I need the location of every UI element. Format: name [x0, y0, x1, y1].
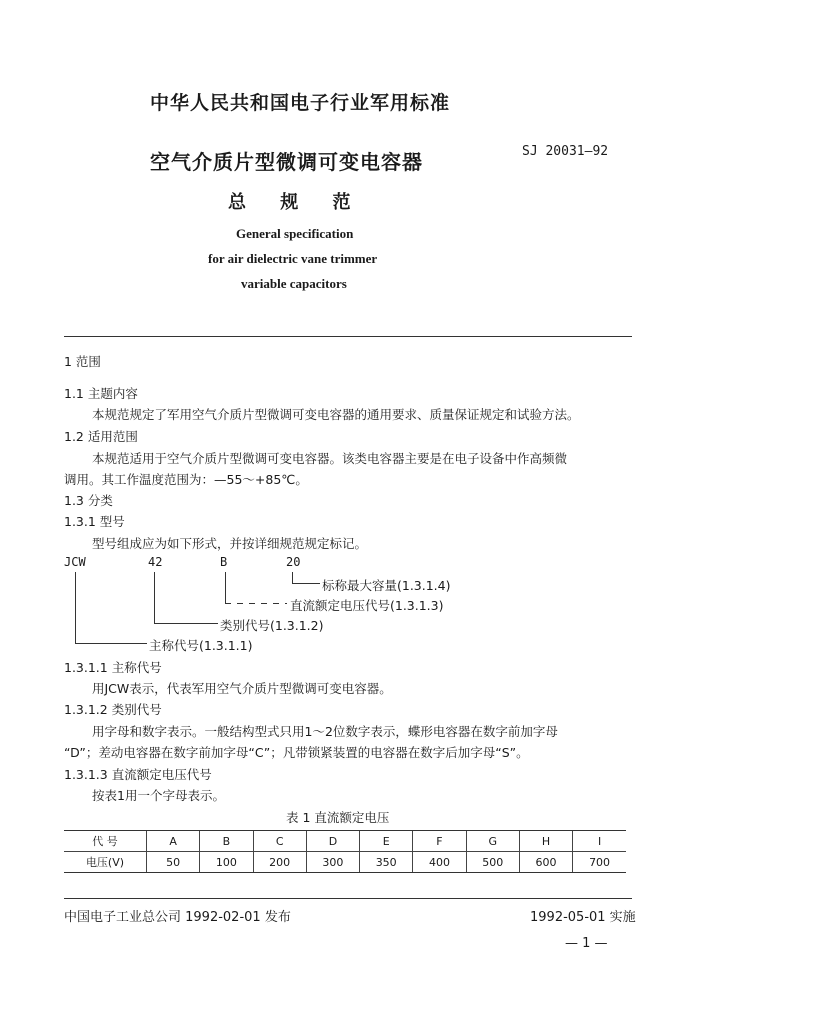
standard-number: SJ 20031—92 [522, 144, 609, 159]
title-en-line1: General specification [236, 226, 354, 241]
connector-jcw-horizontal [75, 643, 147, 644]
table-header-cell: H [519, 831, 572, 852]
code-42: 42 [148, 555, 163, 569]
connector-42-horizontal [154, 623, 218, 624]
title-divider [64, 336, 632, 337]
publisher-date: 中国电子工业总公司 1992-02-01 发布 [64, 910, 291, 925]
section-1-3-1-paragraph: 型号组成应为如下形式，并按详细规范规定标记。 [92, 536, 368, 551]
section-1-1-paragraph: 本规范规定了军用空气介质片型微调可变电容器的通用要求、质量保证规定和试验方法。 [92, 407, 580, 422]
table-1-caption: 表 1 直流额定电压 [286, 810, 390, 825]
section-1-3-heading: 1.3 分类 [64, 493, 113, 508]
section-1-3-1-2-paragraph-line2: “D”；差动电容器在数字前加字母“C”；凡带锁紧装置的电容器在数字后加字母“S”。 [64, 745, 529, 760]
section-1-3-1-heading: 1.3.1 型号 [64, 514, 125, 529]
title-en-line2: for air dielectric vane trimmer [208, 251, 378, 266]
connector-42-vertical [154, 572, 155, 624]
label-category-code: 类别代号(1.3.1.2) [220, 618, 324, 633]
document-subtitle-cn: 总 规 范 [228, 192, 365, 213]
section-1-heading: 1 范围 [64, 354, 101, 369]
standard-org-header: 中华人民共和国电子行业军用标准 [150, 92, 451, 114]
section-1-3-1-1-heading: 1.3.1.1 主称代号 [64, 660, 162, 675]
table-header-cell: 代 号 [64, 831, 147, 852]
table-cell: 50 [147, 852, 200, 873]
document-title-cn: 空气介质片型微调可变电容器 [150, 150, 423, 174]
connector-20-horizontal [292, 583, 320, 584]
connector-b-vertical [225, 572, 226, 604]
table-row [64, 852, 626, 873]
code-b: B [220, 555, 228, 569]
connector-b-horizontal [225, 603, 287, 604]
table-header-cell: A [147, 831, 200, 852]
table-cell: 电压(V) [64, 852, 147, 873]
section-1-2-paragraph-line2: 调用。其工作温度范围为：—55～+85℃。 [64, 472, 308, 487]
table-header-cell: D [306, 831, 359, 852]
code-jcw: JCW [64, 555, 86, 569]
label-main-code: 主称代号(1.3.1.1) [149, 638, 253, 653]
table-header-cell: E [360, 831, 413, 852]
section-1-3-1-3-paragraph: 按表1用一个字母表示。 [92, 788, 225, 803]
code-20: 20 [286, 555, 301, 569]
table-header-row [64, 831, 626, 852]
section-1-1-heading: 1.1 主题内容 [64, 386, 138, 401]
voltage-code-table [64, 830, 626, 873]
section-1-2-paragraph-line1: 本规范适用于空气介质片型微调可变电容器。该类电容器主要是在电子设备中作高频微 [92, 451, 568, 466]
table-cell: 500 [466, 852, 519, 873]
table-header-cell: I [573, 831, 626, 852]
table-header-cell: F [413, 831, 466, 852]
section-1-3-1-1-paragraph: 用JCW表示，代表军用空气介质片型微调可变电容器。 [92, 681, 392, 696]
table-header-cell: G [466, 831, 519, 852]
table-header-cell: B [200, 831, 253, 852]
table-header-cell: C [253, 831, 306, 852]
footer-divider [64, 898, 632, 899]
section-1-3-1-2-paragraph-line1: 用字母和数字表示。一般结构型式只用1～2位数字表示，蝶形电容器在数字前加字母 [92, 724, 558, 739]
table-cell: 200 [253, 852, 306, 873]
section-1-2-heading: 1.2 适用范围 [64, 429, 138, 444]
table-cell: 700 [573, 852, 626, 873]
title-en-line3: variable capacitors [241, 276, 347, 291]
connector-jcw-vertical [75, 572, 76, 644]
section-1-3-1-2-heading: 1.3.1.2 类别代号 [64, 702, 162, 717]
table-cell: 300 [306, 852, 359, 873]
label-nominal-capacity: 标称最大容量(1.3.1.4) [322, 578, 451, 593]
table-cell: 100 [200, 852, 253, 873]
section-1-3-1-3-heading: 1.3.1.3 直流额定电压代号 [64, 767, 212, 782]
table-cell: 350 [360, 852, 413, 873]
label-rated-voltage-code: 直流额定电压代号(1.3.1.3) [290, 598, 444, 613]
page-number: — 1 — [565, 936, 608, 951]
table-cell: 600 [519, 852, 572, 873]
table-cell: 400 [413, 852, 466, 873]
effective-date: 1992-05-01 实施 [530, 910, 636, 925]
